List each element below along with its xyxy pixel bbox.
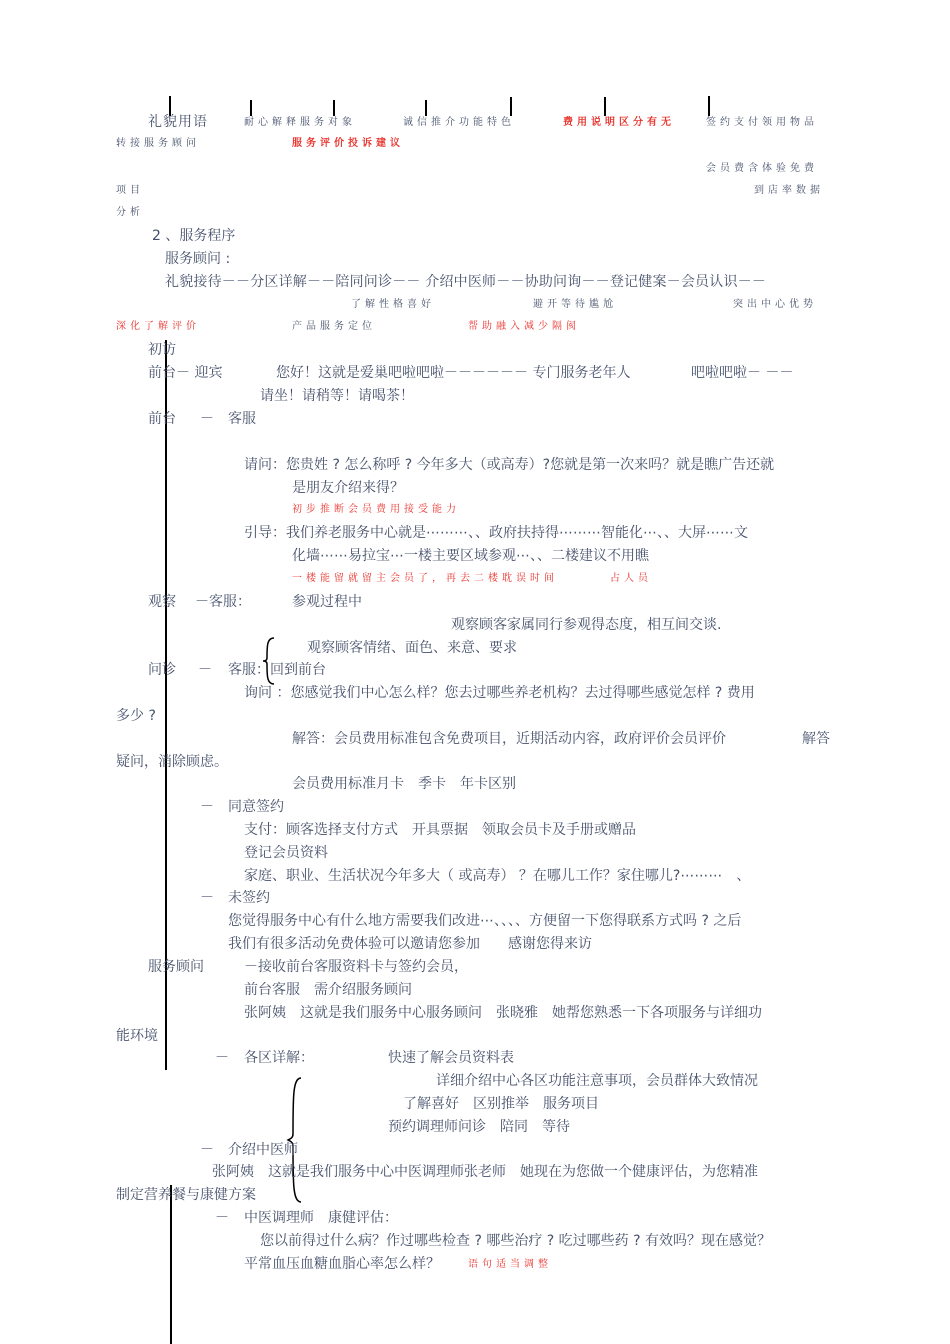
advisor-intro-cont: 能环境 xyxy=(116,1028,158,1044)
header-item-explain: 耐心解释服务对象 xyxy=(244,117,356,128)
reception-welcome-label: 前台－ 迎宾 xyxy=(148,365,223,381)
first-visit-label: 初访 xyxy=(148,342,176,358)
fee-standard: 会员费用标准月卡 季卡 年卡区别 xyxy=(292,776,516,792)
tcm-label: 介绍中医师 xyxy=(228,1142,298,1158)
service-advisor-label: 服务顾问 : xyxy=(165,251,231,267)
tcm-intro: 张阿姨 这就是我们服务中心中医调理师张老师 她现在为您做一个健康评估，为您精准 xyxy=(212,1164,758,1180)
header-item-courtesy: 礼貌用语 xyxy=(148,114,208,130)
guide-text-cont: 化墙⋯⋯易拉宝⋯一楼主要区域参观⋯、、二楼建议不用瞧 xyxy=(292,548,649,564)
observe-label: 观察 xyxy=(148,594,176,610)
advisor-label: 服务顾问 xyxy=(148,959,204,975)
inquiry-text-cont: 多少 ? xyxy=(116,708,156,724)
zones-label: 各区详解： xyxy=(244,1050,314,1066)
payment-text: 支付：顾客选择支付方式 开具票据 领取会员卡及手册或赠品 xyxy=(244,822,636,838)
consult-back: 客服：回到前台 xyxy=(228,662,326,678)
observe-attitude: 观察顾客家属同行参观得态度，相互间交谈. xyxy=(451,617,722,633)
greeting-tail: 吧啦吧啦－ －－ xyxy=(691,365,794,381)
tcm-questions: 您以前得过什么病？作过哪些检查 ? 哪些治疗 ? 吃过哪些药 ? 有效吗？现在感觉？ xyxy=(260,1233,771,1249)
inquiry-text: 询问 ：您感觉我们中心怎么样？您去过哪些养老机构？去过得哪些感觉怎样 ? 费用 xyxy=(244,685,755,701)
greeting-text: 您好！这就是爱巢吧啦吧啦－－－－－－ 专门服务老年人 xyxy=(276,365,631,381)
header-item-fee: 费用说明区分有无 xyxy=(563,117,675,128)
note-understand-preference: 了解性格喜好 xyxy=(351,299,435,310)
zones-dash: － xyxy=(215,1050,229,1066)
flow-vertical-line-2 xyxy=(170,1185,172,1344)
consult-dash: － xyxy=(198,662,212,678)
note-highlight-advantage: 突出中心优势 xyxy=(733,299,817,310)
improve-text-cont: 我们有很多活动免费体验可以邀请您参加 感谢您得来访 xyxy=(228,936,592,952)
header-tick-5 xyxy=(510,97,512,116)
agree-sign-label: 同意签约 xyxy=(228,799,284,815)
consult-label: 问诊 xyxy=(148,662,176,678)
reception-dash: － xyxy=(200,411,214,427)
section-title: 2 、服务程序 xyxy=(152,228,236,244)
advisor-intro: 张阿姨 这就是我们服务中心服务顾问 张晓雅 她帮您熟悉一下各项服务与详细功 xyxy=(244,1005,762,1021)
answer-tail: 解答 xyxy=(802,731,830,747)
header-item-recommend: 诚信推介功能特色 xyxy=(403,117,515,128)
header-tick-4 xyxy=(425,100,427,116)
zones-member-info: 快速了解会员资料表 xyxy=(388,1050,514,1066)
note-product-position: 产品服务定位 xyxy=(292,321,376,332)
not-sign-label: 未签约 xyxy=(228,890,270,906)
observe-mood: 观察顾客情绪、面色、来意、要求 xyxy=(307,640,517,656)
answer-text: 解答：会员费用标准包含免费项目，近期活动内容，政府评价会员评价 xyxy=(292,731,726,747)
header-tick-7 xyxy=(708,96,710,116)
improve-text: 您觉得服务中心有什么地方需要我们改进⋯、、、、方便留一下您得联系方式吗 ? 之后 xyxy=(228,913,742,929)
note-deepen-evaluation: 深化了解评价 xyxy=(116,321,200,332)
header-tick-2 xyxy=(250,100,252,116)
note-help-integrate: 帮助融入减少隔阂 xyxy=(468,321,580,332)
header-arrival-rate: 到店率数据 xyxy=(754,185,824,196)
header-tick-3 xyxy=(333,100,335,116)
answer-text-cont: 疑问，消除顾虑。 xyxy=(116,754,228,770)
greeting-seat: 请坐！请稍等！请喝茶！ xyxy=(260,388,414,404)
zones-detail: 详细介绍中心各区功能注意事项，会员群体大致情况 xyxy=(436,1073,758,1089)
header-project: 项目 xyxy=(116,185,144,196)
header-membership-fee: 会员费含体验免费 xyxy=(706,163,818,174)
tcm-intro-cont: 制定营养餐与康健方案 xyxy=(116,1187,256,1203)
zones-appointment: 预约调理师问诊 陪同 等待 xyxy=(388,1119,570,1135)
observe-process: 参观过程中 xyxy=(292,594,362,610)
register-text: 登记会员资料 xyxy=(244,845,328,861)
note-occupy-staff: 占人员 xyxy=(610,573,652,584)
note-ability: 初步推断会员费用接受能力 xyxy=(292,504,460,515)
customer-service-label: 客服 xyxy=(228,411,256,427)
service-flow: 礼貌接待－－分区详解－－陪同问诊－－ 介绍中医师－－协助问询－－登记健案－会员认识－－ xyxy=(165,274,767,290)
header-analysis: 分析 xyxy=(116,207,144,218)
header-tick-6 xyxy=(604,97,606,116)
reception-label: 前台 xyxy=(148,411,176,427)
note-first-floor: 一楼能留就留主会员了，再去二楼耽误时间 xyxy=(292,573,558,584)
family-text: 家庭、职业、生活状况今年多大（ 或高寿） ？在哪儿工作？家住哪儿?⋯⋯⋯ 、 xyxy=(244,868,751,884)
front-desk-intro: 前台客服 需介绍服务顾问 xyxy=(244,982,412,998)
tcm-assess-label: 中医调理师 康健评估： xyxy=(244,1210,398,1226)
guide-text: 引导：我们养老服务中心就是⋯⋯⋯、、政府扶持得⋯⋯⋯智能化⋯、、大屏⋯⋯文 xyxy=(244,525,748,541)
brace-zones xyxy=(287,1076,303,1204)
tcm-vitals: 平常血压血糖血脂心率怎么样？ xyxy=(244,1256,440,1272)
tcm-dash: － xyxy=(200,1142,214,1158)
header-item-sign: 签约支付领用物品 xyxy=(706,117,818,128)
agree-dash: － xyxy=(200,799,214,815)
note-adjust-wording: 语句适当调整 xyxy=(468,1259,552,1270)
zones-preference: 了解喜好 区别推举 服务项目 xyxy=(403,1096,599,1112)
not-sign-dash: － xyxy=(200,890,214,906)
tcm-assess-dash: － xyxy=(215,1210,229,1226)
ask-question-cont: 是朋友介绍来得？ xyxy=(292,480,404,496)
header-evaluation: 服务评价投诉建议 xyxy=(292,138,404,149)
advisor-receive: －接收前台客服资料卡与签约会员， xyxy=(244,959,468,975)
header-transfer: 转接服务顾问 xyxy=(116,138,200,149)
observe-service: －客服： xyxy=(195,594,251,610)
note-avoid-wait: 避开等待尴尬 xyxy=(533,299,617,310)
ask-question: 请问：您贵姓 ? 怎么称呼 ? 今年多大（或高寿）?您就是第一次来吗？就是瞧广告还就 xyxy=(244,457,775,473)
